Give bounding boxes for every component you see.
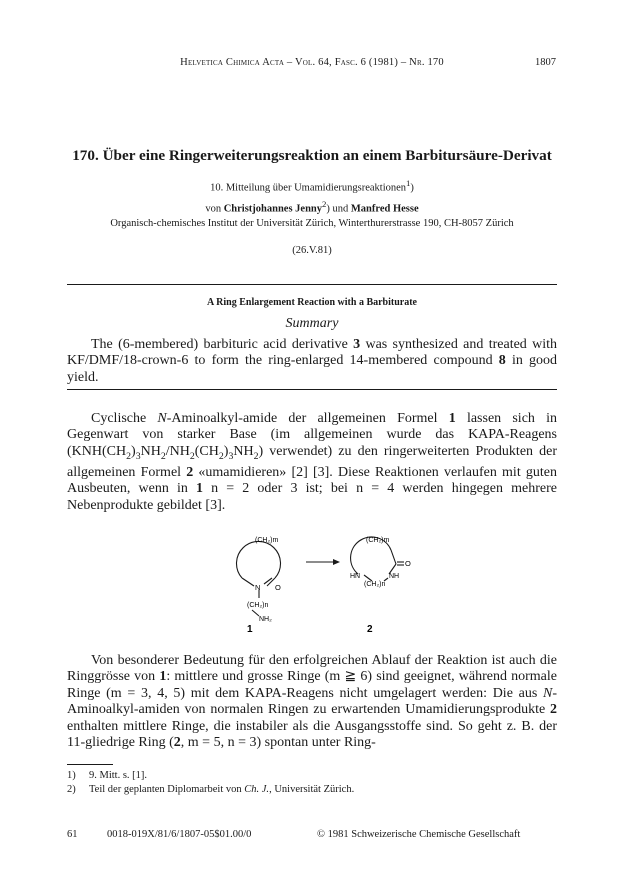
bond (264, 578, 272, 584)
reaction-scheme (0, 524, 624, 634)
summary-part: was synthesized and treated with KF/DMF/18-crown-6 to form the ring-enlarged 14-membered compound (67, 337, 558, 369)
body-paragraph-1 (67, 411, 557, 514)
text-run: Cyclische (91, 411, 158, 426)
footnote-mark: 2) (67, 784, 76, 795)
page-number: 1807 (535, 57, 556, 68)
footnote-mark: 1) (67, 770, 76, 781)
text-run: (CH (194, 443, 219, 459)
c2-chain-label: (CH₂)n (364, 581, 386, 588)
article-subtitle: 10. Mitteilung über Umamidierungsreaktionen$^1$) (210, 178, 414, 194)
article-title: 170. Über eine Ringerweiterungsreaktion an einem Barbitursäure-Derivat (72, 147, 552, 164)
bond (252, 610, 259, 616)
journal-citation: Helvetica Chimica Acta – Vol. 64, Fasc. 6 (1981) – Nr. 170 (180, 57, 444, 68)
c1-ring-label: (CH₂)m (255, 537, 279, 544)
compound-label-1: 1 (247, 624, 253, 634)
subscript: 2 (160, 450, 166, 462)
affiliation: Organisch-chemisches Institut der Universität Zürich, Winterthurerstrasse 190, CH-8057 Zürich (110, 218, 514, 229)
c1-o-atom: O (275, 583, 281, 592)
footer-code: 0018-019X/81/6/1807-05$01.00/0 (107, 829, 252, 840)
text-run: : mittlere und grosse Ringe (m ≧ 6) sind geeignet, während normale Ringe (m = 3, 4, 5) mit dem KAPA-Reagens nicht umgelagert werden: Die aus (67, 669, 558, 701)
received-date: (26.V.81) (292, 245, 332, 256)
text-run: , m = 5, n = 3) spontan unter Ring- (180, 735, 376, 751)
summary-heading: Summary (285, 316, 339, 331)
divider-top (67, 284, 557, 285)
c1-n-atom: N (255, 583, 261, 592)
subscript: 2 (126, 450, 132, 462)
text-run: -Aminoalkyl-amiden von normalen Ringen zu erwartenden Umamidierungsprodukte (67, 685, 557, 718)
footnote-italic: Ch. J. (244, 784, 270, 795)
footnote-text: Teil der geplanten Diplomarbeit von (89, 784, 245, 795)
summary-part: The (6-membered) barbituric acid derivative (91, 337, 354, 352)
text-run: ) (131, 443, 136, 459)
text-run: «umamidieren» [2] [3]. Diese Reaktionen verlaufen mit guten Ausbeuten, wenn in (67, 465, 557, 497)
bond (391, 550, 396, 564)
subscript: 2 (189, 450, 195, 462)
italic-run: N (157, 411, 167, 426)
authors-and: ) und (326, 203, 351, 215)
footnotes (67, 769, 557, 797)
reaction-arrow (306, 559, 340, 565)
subscript: 2 (253, 450, 259, 462)
subtitle-text: 10. Mitteilung über Umamidierungsreaktionen (210, 182, 407, 194)
c2-nh-group: NH (389, 573, 400, 580)
c1-chain-label: (CH₂)n (247, 602, 269, 609)
divider-bottom (67, 389, 557, 390)
summary-part: in good yield. (67, 353, 558, 385)
compound-ref: 2 (173, 735, 181, 751)
text-run: Von besonderer Bedeutung für den erfolgreichen Ablauf der Reaktion ist auch die Ringgrösse von (67, 653, 557, 685)
compound-ref: 3 (353, 337, 361, 352)
footer-copyright: © 1981 Schweizerische Chemische Gesellschaft (317, 829, 521, 840)
text-run: enthalten mittlere Ringe, die instabiler als die Ausgangsstoffe sind. So geht z. B. der 11-gliedrige Ring ( (67, 718, 557, 751)
ring-1-arc (237, 541, 281, 578)
text-run: NH (233, 443, 254, 459)
c1-nh2-group: NH₂ (259, 616, 272, 623)
bond (242, 578, 254, 586)
english-title: A Ring Enlargement Reaction with a Barbiturate (207, 297, 417, 308)
text-run: /NH (165, 443, 190, 459)
text-run: NH (140, 443, 161, 459)
compound-ref: 2 (550, 702, 557, 718)
body-paragraph-2 (67, 653, 557, 751)
footer-number: 61 (67, 829, 78, 840)
footnote-rule (67, 764, 113, 765)
footnote-1 (67, 769, 557, 783)
c2-hn-group: HN (350, 573, 361, 580)
authors-prefix: von (205, 203, 224, 215)
text-run: ) verwendet) zu den ringerweiterten Produkten der allgemeinen Formel (67, 443, 557, 481)
text-run: ) (223, 443, 229, 459)
text-run: n = 2 oder 3 ist; bei n = 4 werden hingegen mehrere Nebenprodukte gebildet [3]. (67, 481, 557, 513)
running-header (0, 57, 624, 71)
subscript: 2 (218, 450, 224, 462)
text-run: -Aminoalkyl-amide der allgemeinen Formel (166, 411, 449, 426)
italic-run: N (542, 685, 553, 701)
authors-line (0, 199, 624, 215)
footnote-text: , Universität Zürich. (269, 784, 355, 795)
text-run: lassen sich in Gegenwart von starker Base (im allgemeinen wurde das KAPA-Reagens (KNH(CH (67, 411, 557, 459)
compound-ref: 1 (448, 411, 456, 426)
author-2: Manfred Hesse (350, 203, 419, 215)
subscript: 3 (228, 450, 234, 462)
compound-label-2: 2 (367, 624, 373, 634)
compound-ref: 1 (196, 481, 203, 497)
c2-ring-label: (CH₂)m (366, 537, 390, 544)
subscript: 3 (135, 450, 141, 462)
compound-ref: 8 (498, 353, 506, 369)
summary-text (67, 337, 557, 386)
footnote-ref: 1 (406, 178, 411, 188)
compound-ref: 1 (159, 669, 167, 685)
c2-o-atom: O (405, 559, 411, 568)
footnote-2 (67, 783, 557, 797)
footnote-ref: 2 (322, 199, 327, 209)
compound-ref: 2 (186, 465, 194, 481)
author-1: Christjohannes Jenny (223, 203, 323, 215)
footnote-text: 9. Mitt. s. [1]. (89, 770, 148, 781)
